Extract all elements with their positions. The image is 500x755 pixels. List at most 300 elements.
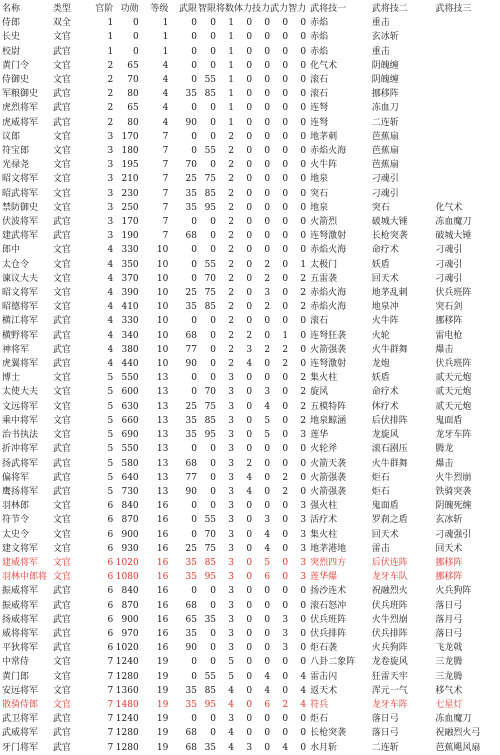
cell-merit: 660 bbox=[121, 415, 139, 426]
cell-skill-power: 4 bbox=[264, 671, 271, 682]
cell-intellect: 0 bbox=[300, 231, 307, 242]
cell-force: 0 bbox=[282, 728, 289, 739]
cell-int-limit: 0 bbox=[210, 657, 217, 668]
table-row bbox=[2, 87, 498, 101]
cell-name: 羽林郎 bbox=[2, 501, 30, 512]
cell-stamina: 4 bbox=[246, 359, 253, 370]
cell-stamina: 0 bbox=[246, 714, 253, 725]
cell-int-limit: 55 bbox=[204, 146, 217, 157]
cell-type: 文官 bbox=[52, 685, 71, 696]
cell-type: 武官 bbox=[52, 217, 71, 228]
cell-skill-2: 芭蕉扇 bbox=[371, 160, 399, 171]
cell-force: 0 bbox=[282, 131, 289, 142]
cell-skill-power: 0 bbox=[264, 614, 271, 625]
cell-level: 1 bbox=[162, 32, 169, 43]
cell-grade: 5 bbox=[107, 415, 114, 426]
cell-general-count: 3 bbox=[228, 529, 235, 540]
cell-war-limit: 0 bbox=[191, 387, 197, 398]
cell-grade: 4 bbox=[107, 330, 114, 341]
cell-stamina: 0 bbox=[246, 302, 253, 313]
table-row bbox=[2, 400, 498, 414]
cell-force: 0 bbox=[282, 316, 289, 327]
cell-type: 武官 bbox=[52, 458, 71, 469]
cell-name: 太使大夫 bbox=[2, 387, 39, 398]
cell-type: 武官 bbox=[52, 231, 71, 242]
cell-skill-2: 炬石 bbox=[371, 472, 390, 483]
cell-intellect: 0 bbox=[300, 657, 307, 668]
cell-skill-power: 3 bbox=[264, 515, 271, 526]
cell-skill-1: 火箭强袭 bbox=[310, 486, 347, 497]
cell-name: 羽林中郎将 bbox=[2, 572, 48, 583]
table-row bbox=[2, 385, 498, 399]
cell-skill-3: 落月弓 bbox=[435, 614, 463, 625]
cell-stamina: 0 bbox=[246, 188, 253, 199]
cell-general-count: 2 bbox=[228, 202, 235, 213]
cell-intellect: 0 bbox=[300, 60, 307, 71]
cell-stamina: 2 bbox=[246, 458, 253, 469]
cell-type: 文官 bbox=[52, 430, 71, 441]
cell-skill-3: 三龙腾 bbox=[435, 657, 463, 668]
header-row bbox=[2, 2, 498, 16]
cell-skill-3: 刁魂强引 bbox=[435, 529, 472, 540]
cell-intellect: 1 bbox=[300, 259, 307, 270]
table-row bbox=[2, 698, 498, 712]
cell-war-limit: 0 bbox=[191, 259, 197, 270]
cell-merit: 870 bbox=[121, 600, 139, 611]
cell-skill-2: 落日弓 bbox=[371, 714, 399, 725]
cell-skill-2: 突石 bbox=[371, 202, 390, 213]
cell-name: 昭德将军 bbox=[2, 302, 39, 313]
cell-type: 武官 bbox=[52, 486, 71, 497]
cell-stamina: 0 bbox=[246, 671, 253, 682]
cell-stamina: 0 bbox=[246, 444, 253, 455]
cell-grade: 2 bbox=[107, 103, 114, 114]
cell-name: 文远将军 bbox=[2, 401, 39, 412]
cell-force: 0 bbox=[282, 444, 289, 455]
table-row bbox=[2, 229, 498, 243]
cell-level: 16 bbox=[156, 501, 169, 512]
cell-skill-power: 0 bbox=[264, 32, 271, 43]
cell-grade: 4 bbox=[107, 344, 114, 355]
cell-intellect: 2 bbox=[300, 373, 307, 384]
cell-force: 2 bbox=[282, 699, 289, 710]
cell-skill-1: 太极门 bbox=[310, 259, 338, 270]
cell-merit: 1280 bbox=[115, 742, 139, 753]
cell-skill-3: 突石剑 bbox=[435, 302, 463, 313]
cell-stamina: 0 bbox=[246, 18, 253, 29]
cell-force: 1 bbox=[282, 330, 289, 341]
cell-general-count: 2 bbox=[228, 217, 235, 228]
cell-name: 禁防御史 bbox=[2, 202, 39, 213]
table-row bbox=[2, 371, 498, 385]
cell-skill-2: 休疗术 bbox=[371, 401, 399, 412]
cell-stamina: 0 bbox=[246, 628, 253, 639]
cell-int-limit: 75 bbox=[204, 288, 217, 299]
cell-skill-2: 龙旋风 bbox=[371, 430, 399, 441]
cell-stamina: 0 bbox=[246, 202, 253, 213]
cell-name: 偏将军 bbox=[2, 472, 30, 483]
cell-skill-1: 地茅刺 bbox=[310, 131, 338, 142]
cell-general-count: 3 bbox=[228, 401, 235, 412]
cell-type: 文官 bbox=[52, 160, 71, 171]
cell-skill-3: 飞龙戟 bbox=[435, 643, 463, 654]
cell-skill-1: 莲华 bbox=[310, 430, 329, 441]
cell-grade: 1 bbox=[107, 46, 114, 57]
cell-name: 散骑侍郎 bbox=[2, 699, 39, 710]
cell-skill-3: 祝融烈火弓 bbox=[435, 728, 481, 739]
cell-skill-2: 狂雷天牢 bbox=[371, 671, 408, 682]
cell-war-limit: 0 bbox=[191, 18, 197, 29]
cell-stamina: 0 bbox=[246, 614, 253, 625]
cell-int-limit: 55 bbox=[204, 515, 217, 526]
cell-force: 0 bbox=[282, 373, 289, 384]
cell-force: 0 bbox=[282, 245, 289, 256]
cell-grade: 2 bbox=[107, 60, 114, 71]
cell-skill-power: 0 bbox=[264, 728, 271, 739]
cell-stamina: 0 bbox=[246, 32, 253, 43]
cell-grade: 7 bbox=[107, 657, 114, 668]
cell-int-limit: 85 bbox=[204, 89, 217, 100]
cell-skill-power: 0 bbox=[264, 458, 271, 469]
cell-merit: 1020 bbox=[115, 643, 139, 654]
cell-skill-1: 水月斩 bbox=[310, 742, 338, 753]
cell-skill-2: 伏兵排阵 bbox=[371, 628, 408, 639]
cell-type: 武官 bbox=[52, 117, 71, 128]
cell-stamina: 0 bbox=[246, 231, 253, 242]
cell-merit: 930 bbox=[121, 543, 139, 554]
cell-int-limit: 0 bbox=[210, 316, 217, 327]
cell-skill-power: 0 bbox=[264, 46, 271, 57]
cell-force: 2 bbox=[282, 344, 289, 355]
cell-stamina: 0 bbox=[246, 586, 253, 597]
cell-skill-power: 4 bbox=[264, 401, 271, 412]
cell-intellect: 0 bbox=[300, 600, 307, 611]
cell-grade: 4 bbox=[107, 288, 114, 299]
cell-grade: 4 bbox=[107, 302, 114, 313]
cell-stamina: 0 bbox=[246, 259, 253, 270]
cell-skill-2: 火兵狗阵 bbox=[371, 643, 408, 654]
cell-stamina: 0 bbox=[246, 572, 253, 583]
cell-level: 16 bbox=[156, 572, 169, 583]
cell-level: 10 bbox=[156, 330, 169, 341]
cell-force: 0 bbox=[282, 714, 289, 725]
header-stamina: 体力 bbox=[234, 4, 253, 14]
cell-int-limit: 75 bbox=[204, 401, 217, 412]
cell-war-limit: 35 bbox=[185, 89, 197, 100]
cell-skill-1: 长枪突袭 bbox=[310, 728, 347, 739]
cell-skill-1: 地茅港地 bbox=[310, 543, 347, 554]
table-row bbox=[2, 73, 498, 87]
cell-skill-3 bbox=[435, 16, 498, 30]
cell-general-count: 5 bbox=[228, 671, 235, 682]
table-row bbox=[2, 187, 498, 201]
cell-intellect: 2 bbox=[300, 387, 307, 398]
cell-skill-3 bbox=[435, 116, 498, 130]
cell-skill-3: 七星灯 bbox=[435, 699, 463, 710]
cell-int-limit: 0 bbox=[210, 103, 217, 114]
cell-level: 16 bbox=[156, 628, 169, 639]
cell-war-limit: 90 bbox=[185, 643, 197, 654]
cell-merit: 970 bbox=[121, 628, 139, 639]
table-row bbox=[2, 613, 498, 627]
cell-int-limit: 0 bbox=[210, 714, 217, 725]
cell-level: 13 bbox=[156, 373, 169, 384]
cell-skill-1: 地泉鲸涵 bbox=[310, 415, 347, 426]
cell-general-count: 3 bbox=[228, 714, 235, 725]
cell-int-limit: 0 bbox=[210, 472, 217, 483]
cell-force: 0 bbox=[282, 60, 289, 71]
cell-name: 虎威将军 bbox=[2, 117, 39, 128]
cell-name: 虎烈将军 bbox=[2, 103, 39, 114]
cell-type: 文官 bbox=[52, 401, 71, 412]
cell-skill-2: 二连斩 bbox=[371, 117, 399, 128]
cell-war-limit: 0 bbox=[191, 60, 197, 71]
cell-grade: 5 bbox=[107, 387, 114, 398]
cell-skill-2: 火牛烈崩 bbox=[371, 614, 408, 625]
cell-skill-2: 刁魂引 bbox=[371, 188, 399, 199]
cell-skill-1: 赤焰火海 bbox=[310, 302, 347, 313]
cell-skill-2: 龙卷旋风 bbox=[371, 657, 408, 668]
cell-grade: 2 bbox=[107, 89, 114, 100]
cell-skill-3: 挪移阵 bbox=[435, 557, 463, 568]
cell-skill-1: 突石 bbox=[310, 188, 329, 199]
cell-skill-2: 雷击 bbox=[371, 543, 390, 554]
header-war-limit: 武限 bbox=[178, 4, 197, 14]
cell-skill-2: 落日弓 bbox=[371, 728, 399, 739]
cell-force: 0 bbox=[282, 32, 289, 43]
cell-force: 0 bbox=[282, 586, 289, 597]
cell-intellect: 4 bbox=[300, 671, 307, 682]
cell-war-limit: 35 bbox=[185, 430, 197, 441]
cell-war-limit: 35 bbox=[185, 557, 197, 568]
cell-force: 0 bbox=[282, 89, 289, 100]
cell-int-limit: 0 bbox=[210, 32, 217, 43]
cell-level: 7 bbox=[162, 131, 169, 142]
cell-int-limit: 0 bbox=[210, 458, 217, 469]
cell-merit: 0 bbox=[132, 32, 139, 43]
cell-merit: 330 bbox=[121, 245, 139, 256]
cell-grade: 4 bbox=[107, 316, 114, 327]
cell-skill-power: 0 bbox=[264, 117, 271, 128]
cell-name: 建武将军 bbox=[2, 231, 39, 242]
cell-int-limit: 95 bbox=[204, 699, 217, 710]
cell-name: 符宝郎 bbox=[2, 146, 30, 157]
cell-force: 0 bbox=[282, 160, 289, 171]
cell-skill-1: 赤焰火海 bbox=[310, 146, 347, 157]
cell-name: 武威将军 bbox=[2, 728, 39, 739]
cell-force: 0 bbox=[282, 46, 289, 57]
cell-intellect: 0 bbox=[300, 160, 307, 171]
cell-skill-1: 突烈四方 bbox=[310, 557, 347, 568]
cell-skill-power: 0 bbox=[264, 359, 271, 370]
cell-force: 0 bbox=[282, 18, 289, 29]
cell-intellect: 0 bbox=[300, 32, 307, 43]
cell-stamina: 0 bbox=[246, 387, 253, 398]
cell-level: 4 bbox=[162, 117, 169, 128]
cell-skill-power: 0 bbox=[264, 714, 271, 725]
cell-merit: 170 bbox=[121, 131, 139, 142]
cell-general-count: 3 bbox=[228, 444, 235, 455]
cell-force: 0 bbox=[282, 657, 289, 668]
cell-intellect: 0 bbox=[300, 188, 307, 199]
cell-int-limit: 0 bbox=[210, 643, 217, 654]
cell-grade: 6 bbox=[107, 501, 114, 512]
cell-merit: 0 bbox=[132, 46, 139, 57]
cell-skill-power: 0 bbox=[264, 444, 271, 455]
cell-war-limit: 0 bbox=[191, 529, 197, 540]
cell-skill-power: 0 bbox=[264, 245, 271, 256]
cell-general-count: 2 bbox=[228, 160, 235, 171]
cell-merit: 1360 bbox=[115, 685, 139, 696]
cell-war-limit: 35 bbox=[185, 302, 197, 313]
cell-type: 武官 bbox=[52, 643, 71, 654]
cell-war-limit: 77 bbox=[185, 472, 197, 483]
cell-type: 武官 bbox=[52, 359, 71, 370]
cell-war-limit: 90 bbox=[185, 486, 197, 497]
cell-grade: 7 bbox=[107, 699, 114, 710]
cell-name: 鹰扬将军 bbox=[2, 486, 39, 497]
cell-name: 昭文将军 bbox=[2, 174, 39, 185]
table-row bbox=[2, 130, 498, 144]
cell-general-count: 3 bbox=[228, 501, 235, 512]
cell-grade: 7 bbox=[107, 742, 114, 753]
table-row bbox=[2, 513, 498, 527]
cell-war-limit: 0 bbox=[191, 32, 197, 43]
cell-general-count: 3 bbox=[228, 557, 235, 568]
cell-force: 0 bbox=[282, 117, 289, 128]
cell-level: 10 bbox=[156, 273, 169, 284]
cell-stamina: 0 bbox=[246, 685, 253, 696]
cell-merit: 640 bbox=[121, 472, 139, 483]
cell-skill-2: 玄冰斩 bbox=[371, 32, 399, 43]
cell-war-limit: 90 bbox=[185, 359, 197, 370]
cell-skill-2: 火轮 bbox=[371, 330, 390, 341]
cell-general-count: 3 bbox=[228, 472, 235, 483]
cell-skill-power: 0 bbox=[264, 160, 271, 171]
cell-skill-2: 炬石 bbox=[371, 486, 390, 497]
cell-skill-1: 赤焰火海 bbox=[310, 245, 347, 256]
cell-skill-1: 炬石袭 bbox=[310, 643, 338, 654]
table-row bbox=[2, 59, 498, 73]
cell-level: 19 bbox=[156, 699, 169, 710]
cell-force: 0 bbox=[282, 415, 289, 426]
cell-general-count: 3 bbox=[228, 600, 235, 611]
cell-name: 昭文将军 bbox=[2, 288, 39, 299]
cell-skill-1: 集火柱 bbox=[310, 529, 338, 540]
cell-skill-2: 龙牙车队 bbox=[371, 572, 408, 583]
cell-name: 太史令 bbox=[2, 529, 30, 540]
cell-force: 0 bbox=[282, 387, 289, 398]
cell-int-limit: 0 bbox=[210, 373, 217, 384]
cell-intellect: 3 bbox=[300, 557, 307, 568]
cell-force: 0 bbox=[282, 273, 289, 284]
cell-stamina: 0 bbox=[246, 373, 253, 384]
header-skill-3: 武将技三 bbox=[435, 4, 472, 14]
cell-type: 文官 bbox=[52, 543, 71, 554]
cell-skill-3 bbox=[435, 130, 498, 144]
cell-level: 1 bbox=[162, 18, 169, 29]
cell-stamina: 4 bbox=[246, 472, 253, 483]
cell-skill-1: 连弩激射 bbox=[310, 231, 347, 242]
cell-skill-2: 回天术 bbox=[371, 273, 399, 284]
cell-type: 文官 bbox=[52, 60, 71, 71]
cell-name: 安远将军 bbox=[2, 685, 39, 696]
cell-type: 文官 bbox=[52, 515, 71, 526]
cell-skill-2: 阴魄缠 bbox=[371, 60, 399, 71]
table-row bbox=[2, 684, 498, 698]
cell-war-limit: 70 bbox=[185, 160, 197, 171]
cell-name: 横野将军 bbox=[2, 330, 39, 341]
cell-war-limit: 77 bbox=[185, 344, 197, 355]
cell-force: 0 bbox=[282, 259, 289, 270]
cell-grade: 5 bbox=[107, 373, 114, 384]
cell-name: 谏议大夫 bbox=[2, 273, 39, 284]
cell-skill-2: 冻血刀 bbox=[371, 103, 399, 114]
cell-level: 19 bbox=[156, 714, 169, 725]
cell-grade: 2 bbox=[107, 75, 114, 86]
cell-general-count: 1 bbox=[228, 117, 235, 128]
cell-intellect: 0 bbox=[300, 103, 307, 114]
cell-skill-2: 鬼面盾 bbox=[371, 501, 399, 512]
cell-general-count: 2 bbox=[228, 259, 235, 270]
cell-war-limit: 0 bbox=[191, 657, 197, 668]
cell-war-limit: 90 bbox=[185, 117, 197, 128]
table-row bbox=[2, 116, 498, 130]
cell-force: 0 bbox=[282, 543, 289, 554]
cell-skill-1: 雷击闪 bbox=[310, 671, 338, 682]
cell-int-limit: 0 bbox=[210, 131, 217, 142]
cell-merit: 195 bbox=[121, 160, 139, 171]
cell-skill-2: 芭蕉扇 bbox=[371, 146, 399, 157]
cell-intellect: 0 bbox=[300, 458, 307, 469]
cell-stamina: 0 bbox=[246, 89, 253, 100]
cell-type: 武官 bbox=[52, 46, 71, 57]
cell-intellect: 2 bbox=[300, 415, 307, 426]
cell-skill-3: 刁魂引 bbox=[435, 245, 463, 256]
cell-skill-3: 腾龙 bbox=[435, 444, 454, 455]
cell-type: 文官 bbox=[52, 174, 71, 185]
cell-skill-power: 2 bbox=[264, 259, 271, 270]
cell-skill-2: 妖盾 bbox=[371, 373, 390, 384]
cell-type: 文官 bbox=[52, 657, 71, 668]
cell-skill-power: 0 bbox=[264, 742, 271, 753]
cell-intellect: 2 bbox=[300, 288, 307, 299]
cell-type: 武官 bbox=[52, 472, 71, 483]
cell-force: 3 bbox=[282, 614, 289, 625]
cell-force: 3 bbox=[282, 628, 289, 639]
cell-merit: 70 bbox=[127, 75, 139, 86]
cell-type: 文官 bbox=[52, 387, 71, 398]
cell-general-count: 4 bbox=[228, 685, 235, 696]
cell-grade: 4 bbox=[107, 259, 114, 270]
cell-skill-power: 2 bbox=[264, 273, 271, 284]
cell-grade: 6 bbox=[107, 557, 114, 568]
cell-war-limit: 25 bbox=[185, 401, 197, 412]
table-row bbox=[2, 215, 498, 229]
cell-skill-power: 2 bbox=[264, 302, 271, 313]
cell-stamina: 0 bbox=[246, 60, 253, 71]
table-row bbox=[2, 158, 498, 172]
cell-skill-1: 伏兵班阵 bbox=[310, 614, 347, 625]
cell-war-limit: 0 bbox=[191, 245, 197, 256]
cell-skill-3: 贰天元炮 bbox=[435, 373, 472, 384]
cell-general-count: 2 bbox=[228, 174, 235, 185]
cell-war-limit: 68 bbox=[185, 600, 197, 611]
cell-type: 文官 bbox=[52, 32, 71, 43]
cell-general-count: 2 bbox=[228, 302, 235, 313]
cell-type: 武官 bbox=[52, 89, 71, 100]
cell-skill-1: 连弩激射 bbox=[310, 359, 347, 370]
